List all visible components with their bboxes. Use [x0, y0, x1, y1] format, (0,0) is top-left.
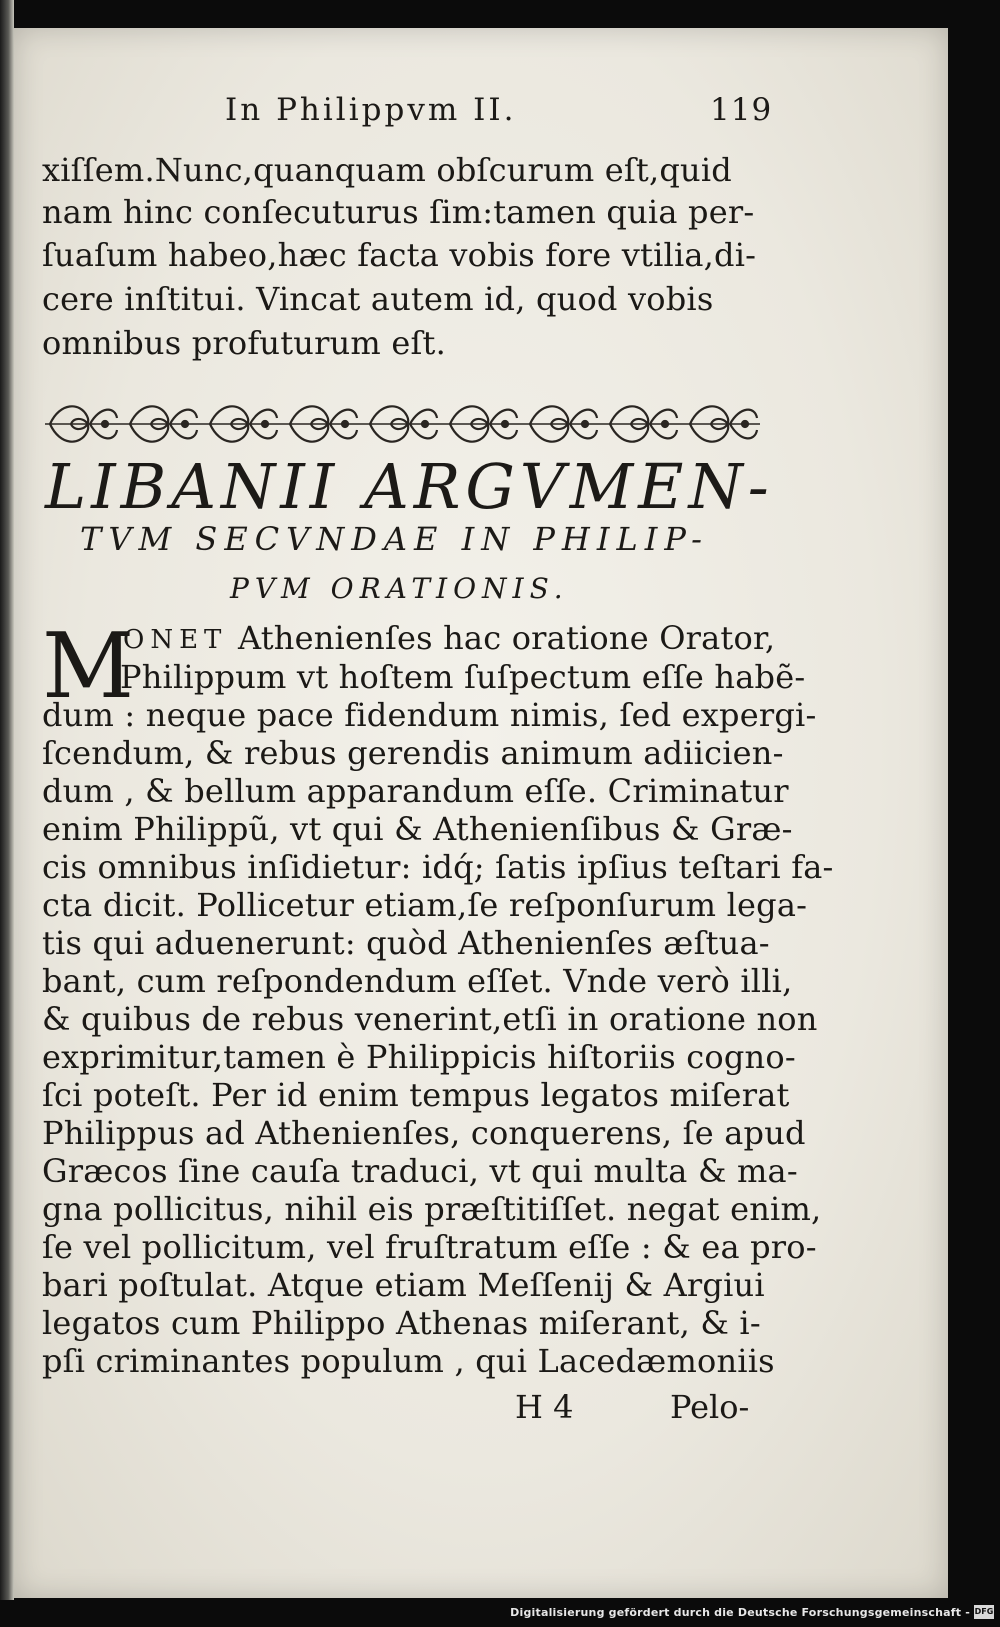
text-line: pſi criminantes populum , qui Lacedæmoniis	[42, 1342, 775, 1380]
funding-credit: Digitalisierung gefördert durch die Deutsche Forschungsgemeinschaft -	[510, 1606, 970, 1619]
text-line: nam hinc conſecuturus ſim:tamen quia per-	[42, 193, 755, 231]
heading-line-2: TVM SECVNDAE IN PHILIP-	[80, 520, 709, 558]
running-head	[0, 92, 960, 142]
text-line: legatos cum Philippo Athenas miſerant, & i-	[42, 1304, 761, 1342]
text-line: ſcendum, & rebus gerendis animum adiicien-	[42, 734, 784, 772]
signature-mark: H 4	[515, 1388, 574, 1426]
footer-bar	[0, 1600, 1000, 1627]
text-line: tis qui aduenerunt: quòd Athenienſes æſtua-	[42, 924, 770, 962]
text-line: cta dicit. Pollicetur etiam,ſe reſponſurum lega-	[42, 886, 808, 924]
text-line: dum : neque pace fidendum nimis, ſed expergi-	[42, 696, 817, 734]
heading-line-1: LIBANII ARGVMEN-	[45, 450, 774, 523]
ornamental-band	[45, 394, 760, 454]
scan-border	[948, 0, 1000, 1600]
dfg-logo: DFG	[974, 1605, 994, 1619]
page-number: 119	[710, 92, 773, 128]
text-line: bant, cum reſpondendum eſſet. Vnde verò illi,	[42, 962, 793, 1000]
text-line: enim Philippũ, vt qui & Athenienſibus & Græ-	[42, 810, 793, 848]
catchword: Pelo-	[670, 1388, 750, 1426]
text-line: omnibus profuturum eſt.	[42, 324, 446, 362]
first-word: ONET	[123, 625, 228, 655]
text-line: cis omnibus inſidietur: idq́; ſatis ipſius teſtari fa-	[42, 848, 834, 886]
text-line: dum , & bellum apparandum eſſe. Criminatur	[42, 772, 789, 810]
heading-line-3: PVM ORATIONIS.	[230, 572, 569, 605]
text-line: & quibus de rebus venerint,etſi in oratione non	[42, 1000, 818, 1038]
text-line: ſe vel pollicitum, vel fruſtratum eſſe : & ea pro-	[42, 1228, 817, 1266]
text-line: Græcos ſine cauſa traduci, vt qui multa & ma-	[42, 1152, 798, 1190]
text-line: exprimitur,tamen è Philippicis hiſtoriis cogno-	[42, 1038, 796, 1076]
drop-cap: M	[42, 614, 135, 719]
text-line: xiſſem.Nunc,quanquam obſcurum eſt,quid	[42, 151, 732, 189]
text-line: ſuaſum habeo,hæc facta vobis fore vtilia,di-	[42, 236, 757, 274]
running-title: In Philippvm II.	[225, 92, 517, 128]
text-line: bari poſtulat. Atque etiam Meſſenij & Argiui	[42, 1266, 765, 1304]
text-line: Athenienſes hac oratione Orator,	[238, 619, 776, 657]
text-line: Philippum vt hoſtem ſuſpectum eſſe habẽ-	[120, 658, 806, 696]
book-spine-edge	[0, 0, 14, 1600]
text-line: gna pollicitus, nihil eis præſtitiſſet. negat enim,	[42, 1190, 822, 1228]
text-line: cere inſtitui. Vincat autem id, quod vobis	[42, 280, 714, 318]
text-line: ſci poteſt. Per id enim tempus legatos miſerat	[42, 1076, 790, 1114]
text-line: Philippus ad Athenienſes, conquerens, ſe apud	[42, 1114, 806, 1152]
